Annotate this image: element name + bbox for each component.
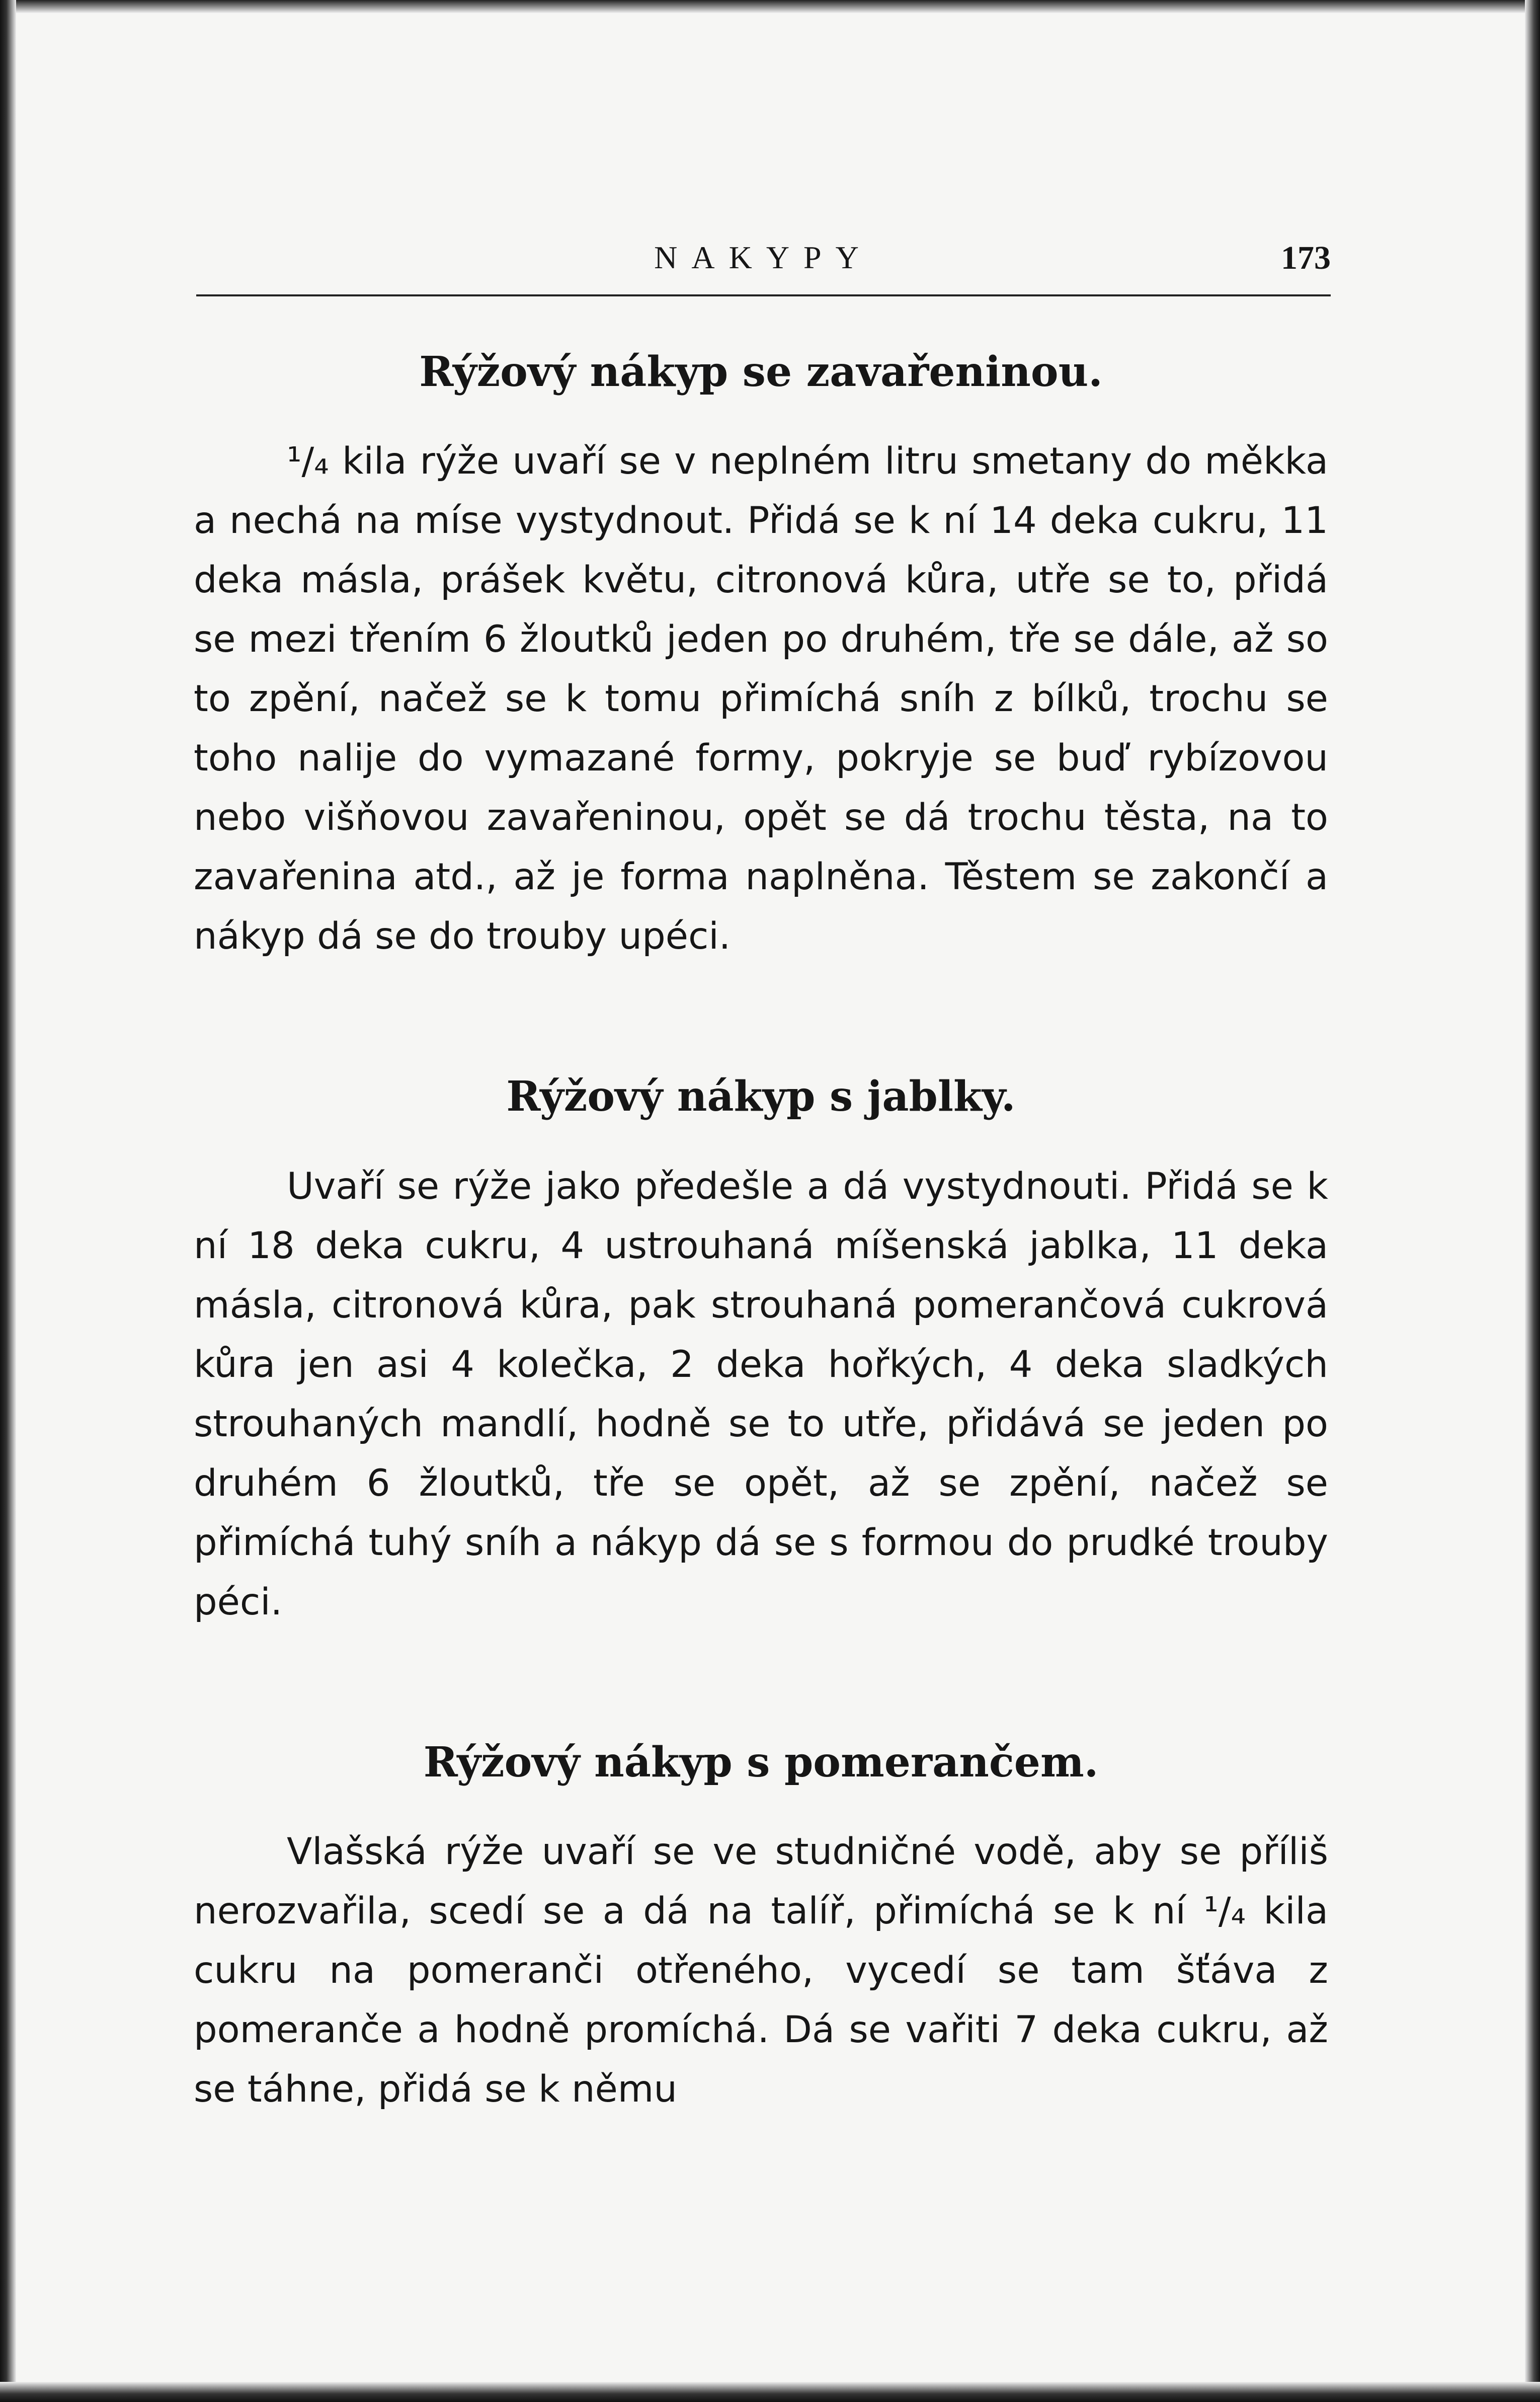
recipe-title: Rýžový nákyp se zavařeninou. xyxy=(419,348,1103,396)
page-number: 173 xyxy=(1281,240,1331,276)
recipe-text: Uvaří se rýže jako předešle a dá vystydnouti. Přidá se k ní 18 deka cukru, 4 ustrouhaná míšenská jablka, 11 deka másla, citronová kůra, pak strouhaná pomerančová cukrová kůra jen asi 4 kolečka, 2 deka hořkých, 4 deka sladkých strouhaných mandlí, hodně se to utře, přidává se jeden po druhém 6 žloutků, tře se opět, až se zpění, načež se přimíchá tuhý sníh a nákyp dá se s formou do prudké trouby péci. xyxy=(194,1165,1328,1623)
scan-edge-top xyxy=(0,0,1540,13)
recipe-section xyxy=(194,1738,1328,2119)
running-head xyxy=(196,229,1331,296)
recipe-text: Vlašská rýže uvaří se ve studničné vodě, aby se příliš nerozvařila, scedí se a dá na talíř, přimíchá se k ní ¹/₄ kila cukru na pomeranči otřeného, vycedí se tam šťáva z pomeranče a hodně promíchá. Dá se vařiti 7 deka cukru, až se táhne, přidá se k němu xyxy=(194,1830,1328,2111)
scan-edge-bottom xyxy=(0,2382,1540,2402)
page-content xyxy=(194,347,1328,2119)
recipe-section xyxy=(194,347,1328,966)
recipe-section xyxy=(194,1072,1328,1632)
recipe-title: Rýžový nákyp s jablky. xyxy=(506,1072,1016,1121)
recipe-text: ¹/₄ kila rýže uvaří se v neplném litru smetany do měkka a nechá na míse vystydnout. Přidá se k ní 14 deka cukru, 11 deka másla, prášek květu, citronová kůra, utře se to, přidá se mezi třením 6 žloutků jeden po druhém, tře se dále, až so to zpění, načež se k tomu přimíchá sníh z bílků, trochu se toho nalije do vymazané formy, pokryje se buď rybízovou nebo višňovou zavařeninou, opět se dá trochu těsta, na to zavařenina atd., až je forma naplněna. Těstem se zakončí a nákyp dá se do trouby upéci. xyxy=(194,440,1328,958)
section-name: NAKYPY xyxy=(654,240,873,275)
scan-edge-right xyxy=(1525,0,1540,2402)
recipe-title: Rýžový nákyp s pomerančem. xyxy=(423,1738,1099,1787)
scan-edge-left xyxy=(0,0,16,2402)
